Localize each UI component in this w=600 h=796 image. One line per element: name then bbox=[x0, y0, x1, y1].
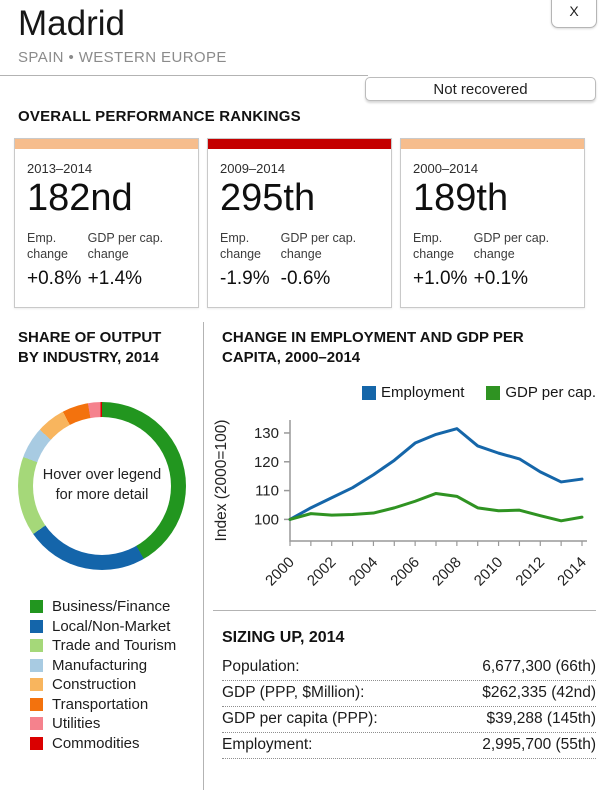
sizing-row bbox=[222, 681, 596, 707]
legend-label-employment: Employment bbox=[381, 384, 465, 401]
svg-text:2008: 2008 bbox=[429, 553, 465, 590]
donut-center-note: Hover over legend for more detail bbox=[42, 467, 162, 503]
legend-item-local-non-market[interactable] bbox=[30, 617, 176, 637]
legend-swatch-icon bbox=[30, 600, 43, 613]
industry-legend bbox=[30, 597, 176, 753]
svg-text:2000: 2000 bbox=[262, 553, 298, 590]
sizing-row bbox=[222, 707, 596, 733]
ranking-card-2000-2014 bbox=[400, 138, 585, 308]
svg-text:100: 100 bbox=[253, 511, 279, 529]
legend-swatch-icon bbox=[30, 659, 43, 672]
emp-change-label: Emp. change bbox=[413, 230, 455, 261]
ranking-cards bbox=[14, 138, 585, 308]
gdp-change-label: GDP per cap. change bbox=[280, 230, 357, 261]
legend-swatch-icon bbox=[30, 678, 43, 691]
ranking-value: 295th bbox=[220, 177, 316, 219]
page-title: Madrid bbox=[18, 4, 125, 43]
svg-text:2002: 2002 bbox=[303, 553, 340, 590]
gdp-change-value: +0.1% bbox=[473, 268, 529, 290]
sizing-up-heading: SIZING UP, 2014 bbox=[222, 629, 345, 646]
sizing-row-label: Population: bbox=[222, 658, 300, 675]
legend-label-gdp-per-cap: GDP per cap. bbox=[505, 384, 596, 401]
svg-text:120: 120 bbox=[253, 453, 279, 471]
close-button[interactable]: X bbox=[551, 0, 597, 28]
sizing-row-label: Employment: bbox=[222, 736, 313, 753]
sizing-table bbox=[222, 655, 596, 759]
gdp-change-value: -0.6% bbox=[280, 268, 331, 290]
ranking-period: 2000–2014 bbox=[413, 161, 479, 176]
ranking-card-2013-2014 bbox=[14, 138, 199, 308]
gdp-change-label: GDP per cap. change bbox=[87, 230, 164, 261]
legend-item-transportation[interactable] bbox=[30, 695, 176, 715]
card-accent-bar bbox=[15, 139, 198, 149]
emp-change-label: Emp. change bbox=[220, 230, 262, 261]
legend-label: Construction bbox=[52, 676, 137, 694]
sizing-row-label: GDP per capita (PPP): bbox=[222, 710, 378, 727]
legend-label: Transportation bbox=[52, 695, 149, 713]
svg-text:130: 130 bbox=[253, 424, 279, 442]
svg-text:2010: 2010 bbox=[470, 553, 507, 590]
section-divider bbox=[213, 610, 596, 611]
svg-text:2014: 2014 bbox=[554, 553, 590, 590]
legend-swatch-icon bbox=[30, 717, 43, 730]
svg-text:2004: 2004 bbox=[345, 553, 382, 590]
legend-label: Local/Non-Market bbox=[52, 617, 171, 635]
svg-text:2006: 2006 bbox=[387, 553, 423, 590]
ranking-value: 189th bbox=[413, 177, 509, 219]
legend-label: Manufacturing bbox=[52, 656, 148, 674]
ranking-value: 182nd bbox=[27, 177, 133, 219]
sizing-row bbox=[222, 733, 596, 759]
sizing-row-value: $39,288 (145th) bbox=[486, 710, 596, 727]
sizing-row-value: 6,677,300 (66th) bbox=[482, 658, 596, 675]
page-subtitle: SPAIN • WESTERN EUROPE bbox=[18, 49, 227, 66]
emp-change-value: +0.8% bbox=[27, 268, 82, 290]
ranking-period: 2013–2014 bbox=[27, 161, 93, 176]
sizing-row-value: $262,335 (42nd) bbox=[482, 684, 596, 701]
share-output-heading: SHARE OF OUTPUT BY INDUSTRY, 2014 bbox=[18, 329, 162, 366]
recovery-status-badge: Not recovered bbox=[365, 77, 596, 101]
legend-item-trade-and-tourism[interactable] bbox=[30, 636, 176, 656]
legend-label: Utilities bbox=[52, 715, 101, 733]
rankings-heading: OVERALL PERFORMANCE RANKINGS bbox=[18, 108, 301, 125]
svg-text:Index (2000=100): Index (2000=100) bbox=[213, 419, 230, 542]
legend-label: Commodities bbox=[52, 734, 140, 752]
card-accent-bar bbox=[401, 139, 584, 149]
legend-item-business-finance[interactable] bbox=[30, 597, 176, 617]
legend-item-commodities[interactable] bbox=[30, 734, 176, 754]
svg-text:110: 110 bbox=[255, 482, 279, 500]
donut-hole bbox=[33, 417, 171, 555]
industry-donut-chart[interactable] bbox=[18, 402, 186, 570]
legend-item-utilities[interactable] bbox=[30, 714, 176, 734]
ranking-card-2009-2014 bbox=[207, 138, 392, 308]
legend-swatch-icon bbox=[30, 737, 43, 750]
emp-change-value: -1.9% bbox=[220, 268, 270, 290]
sizing-row-value: 2,995,700 (55th) bbox=[482, 736, 596, 753]
ranking-period: 2009–2014 bbox=[220, 161, 286, 176]
header-divider bbox=[0, 75, 368, 76]
emp-change-label: Emp. change bbox=[27, 230, 69, 261]
column-divider bbox=[203, 322, 204, 790]
gdp-change-value: +1.4% bbox=[87, 268, 143, 290]
legend-item-manufacturing[interactable] bbox=[30, 656, 176, 676]
gdp-change-label: GDP per cap. change bbox=[473, 230, 550, 261]
emp-change-value: +1.0% bbox=[413, 268, 468, 290]
sizing-row-label: GDP (PPP, $Million): bbox=[222, 684, 365, 701]
legend-label: Business/Finance bbox=[52, 598, 171, 616]
employment-gdp-line-chart[interactable] bbox=[210, 398, 598, 593]
legend-label: Trade and Tourism bbox=[52, 637, 177, 655]
legend-item-construction[interactable] bbox=[30, 675, 176, 695]
employment-gdp-chart-heading: CHANGE IN EMPLOYMENT AND GDP PER CAPITA, 2000–2014 bbox=[222, 329, 524, 366]
sizing-row bbox=[222, 655, 596, 681]
svg-text:2012: 2012 bbox=[512, 553, 549, 590]
legend-swatch-icon bbox=[30, 639, 43, 652]
legend-swatch-icon bbox=[30, 698, 43, 711]
legend-swatch-icon bbox=[30, 620, 43, 633]
card-accent-bar bbox=[208, 139, 391, 149]
